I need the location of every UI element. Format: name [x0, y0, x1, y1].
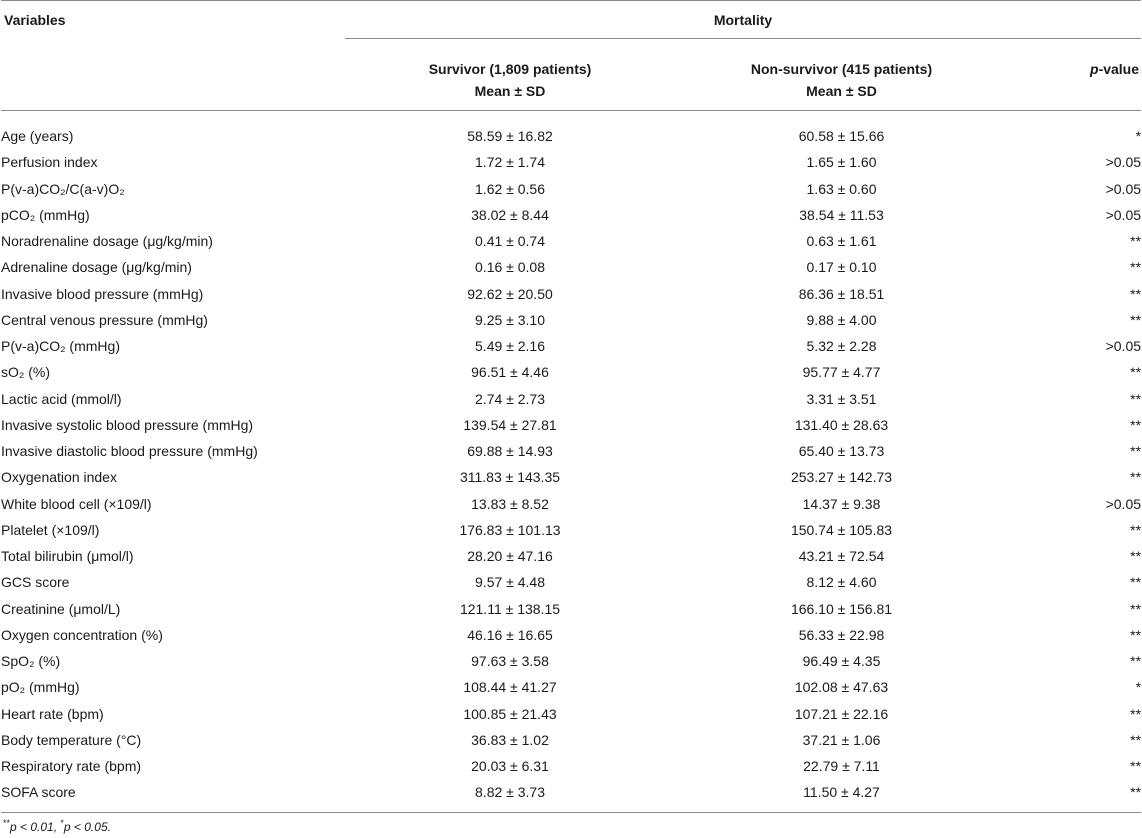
table-row — [1, 648, 1141, 674]
variable-cell: Respiratory rate (bpm) — [1, 758, 142, 775]
table-row — [1, 569, 1141, 595]
variable-cell: Central venous pressure (mmHg) — [1, 311, 208, 328]
nonsurvivor-value-cell: 1.65 ± 1.60 — [806, 154, 877, 171]
pvalue-cell: ** — [1130, 548, 1142, 565]
nonsurvivor-stat-label: Mean ± SD — [675, 81, 1008, 111]
footnote — [3, 818, 111, 834]
table-row — [1, 491, 1141, 517]
survivor-value-cell: 176.83 ± 101.13 — [459, 521, 561, 538]
table-row — [1, 123, 1141, 149]
survivor-value-cell: 5.49 ± 2.16 — [475, 338, 545, 355]
pvalue-cell: ** — [1130, 758, 1142, 775]
pvalue-header: p-value — [1090, 61, 1140, 77]
pvalue-cell: ** — [1130, 259, 1142, 276]
pvalue-header-text: p — [1090, 61, 1099, 77]
variable-cell: Oxygenation index — [1, 469, 117, 486]
nonsurvivor-value-cell: 22.79 ± 7.11 — [803, 758, 880, 775]
table-row — [1, 254, 1141, 280]
survivor-value-cell: 9.25 ± 3.10 — [475, 311, 545, 328]
pvalue-cell: >0.05 — [1105, 495, 1142, 512]
nonsurvivor-value-cell: 166.10 ± 156.81 — [790, 600, 893, 617]
nonsurvivor-value-cell: 95.77 ± 4.77 — [802, 364, 881, 381]
pvalue-cell: ** — [1130, 653, 1142, 670]
pvalue-cell: ** — [1130, 443, 1142, 460]
variable-cell: Invasive systolic blood pressure (mmHg) — [1, 416, 254, 433]
table-row — [1, 412, 1141, 438]
table-row — [1, 464, 1141, 490]
nonsurvivor-value-cell: 96.49 ± 4.35 — [802, 653, 881, 670]
pvalue-cell: ** — [1130, 521, 1142, 538]
nonsurvivor-value-cell: 0.63 ± 1.61 — [806, 233, 877, 250]
variable-cell: pO₂ (mmHg) — [1, 679, 80, 696]
nonsurvivor-value-cell: 3.31 ± 3.51 — [806, 390, 877, 407]
variable-cell: SOFA score — [1, 779, 345, 812]
variable-cell: Lactic acid (mmol/l) — [1, 390, 122, 407]
variable-cell: pCO₂ (mmHg) — [1, 206, 90, 223]
variable-cell: Platelet (×109/l) — [1, 521, 100, 538]
table-row — [1, 596, 1141, 622]
variable-cell: P(v-a)CO₂ (mmHg) — [1, 338, 120, 355]
variable-cell: Invasive diastolic blood pressure (mmHg) — [1, 443, 258, 460]
survivor-value-cell: 1.72 ± 1.74 — [475, 154, 545, 171]
survivor-value-cell: 0.41 ± 0.74 — [475, 233, 545, 250]
nonsurvivor-value-cell: 60.58 ± 15.66 — [798, 128, 885, 145]
pvalue-cell: >0.05 — [1105, 206, 1142, 223]
survivor-value-cell: 121.11 ± 138.15 — [459, 600, 561, 617]
nonsurvivor-value-cell: 150.74 ± 105.83 — [790, 521, 893, 538]
pvalue-cell: ** — [1130, 390, 1142, 407]
pvalue-cell: ** — [1130, 600, 1142, 617]
table-row — [1, 228, 1141, 254]
survivor-value-cell: 139.54 ± 27.81 — [463, 416, 557, 433]
survivor-value-cell: 100.85 ± 21.43 — [463, 705, 557, 722]
survivor-stat-label: Mean ± SD — [345, 81, 675, 111]
nonsurvivor-value-cell: 253.27 ± 142.73 — [790, 469, 893, 486]
table-row — [1, 386, 1141, 412]
spacer-cell — [1008, 81, 1141, 111]
footnote-marker: ** — [3, 818, 11, 828]
spacer-cell — [1, 81, 345, 111]
variable-cell: sO₂ (%) — [1, 364, 50, 381]
survivor-value-cell: 58.59 ± 16.82 — [467, 128, 553, 145]
survivor-value-cell: 92.62 ± 20.50 — [467, 285, 553, 302]
survivor-value-cell: 0.16 ± 0.08 — [475, 259, 545, 276]
variables-header: Variables — [1, 1, 345, 39]
survivor-value-cell: 46.16 ± 16.65 — [467, 626, 553, 643]
nonsurvivor-value-cell: 65.40 ± 13.73 — [798, 443, 885, 460]
pvalue-cell: ** — [1130, 626, 1142, 643]
nonsurvivor-value-cell: 11.50 ± 4.27 — [675, 779, 1008, 812]
pvalue-cell: * — [1135, 128, 1142, 145]
nonsurvivor-value-cell: 1.63 ± 0.60 — [806, 180, 877, 197]
variable-cell: White blood cell (×109/l) — [1, 495, 152, 512]
nonsurvivor-value-cell: 0.17 ± 0.10 — [806, 259, 877, 276]
pvalue-cell: ** — [1130, 705, 1142, 722]
survivor-value-cell: 97.63 ± 3.58 — [471, 653, 549, 670]
nonsurvivor-value-cell: 56.33 ± 22.98 — [798, 626, 885, 643]
variable-cell: Noradrenaline dosage (μg/kg/min) — [1, 233, 213, 250]
nonsurvivor-value-cell: 37.21 ± 1.06 — [802, 731, 881, 748]
survivor-value-cell: 69.88 ± 14.93 — [467, 443, 553, 460]
table-row — [1, 333, 1141, 359]
table-row — [1, 727, 1141, 753]
table-row — [1, 202, 1141, 228]
table-row — [1, 779, 1141, 812]
variable-cell: Perfusion index — [1, 154, 98, 171]
pvalue-cell: ** — [1130, 364, 1142, 381]
survivor-value-cell: 36.83 ± 1.02 — [471, 731, 549, 748]
footnote-text: p < 0.05. — [63, 820, 111, 834]
mortality-table — [1, 0, 1141, 813]
nonsurvivor-value-cell: 14.37 ± 9.38 — [802, 495, 881, 512]
pvalue-cell: >0.05 — [1105, 338, 1142, 355]
pvalue-cell: ** — [1130, 285, 1142, 302]
table-row — [1, 701, 1141, 727]
nonsurvivor-value-cell: 8.12 ± 4.60 — [806, 574, 877, 591]
variable-cell: GCS score — [1, 574, 70, 591]
table-header — [1, 1, 1141, 111]
table-row — [1, 517, 1141, 543]
pvalue-cell: ** — [1130, 731, 1142, 748]
table-row — [1, 622, 1141, 648]
nonsurvivor-value-cell: 131.40 ± 28.63 — [794, 416, 889, 433]
survivor-value-cell: 108.44 ± 41.27 — [463, 679, 557, 696]
spacer-cell — [1, 39, 345, 82]
nonsurvivor-value-cell: 38.54 ± 11.53 — [799, 206, 884, 223]
variable-cell: Invasive blood pressure (mmHg) — [1, 285, 204, 302]
pvalue-cell: ** — [1130, 416, 1142, 433]
survivor-value-cell: 8.82 ± 3.73 — [345, 779, 675, 812]
variable-cell: Total bilirubin (μmol/l) — [1, 548, 134, 565]
table-row — [1, 753, 1141, 779]
variable-cell: Heart rate (bpm) — [1, 705, 104, 722]
variable-cell: Adrenaline dosage (μg/kg/min) — [1, 259, 192, 276]
pvalue-cell: ** — [1130, 469, 1142, 486]
pvalue-cell: ** — [1008, 779, 1141, 812]
nonsurvivor-value-cell: 107.21 ± 22.16 — [794, 705, 889, 722]
footnote-marker: * — [60, 818, 64, 828]
nonsurvivor-value-cell: 102.08 ± 47.63 — [794, 679, 889, 696]
nonsurvivor-value-cell: 43.21 ± 72.54 — [798, 548, 885, 565]
table-row — [1, 674, 1141, 700]
survivor-value-cell: 9.57 ± 4.48 — [475, 574, 545, 591]
mortality-header: Mortality — [345, 1, 1141, 39]
table-row — [1, 176, 1141, 202]
nonsurvivor-value-cell: 5.32 ± 2.28 — [806, 338, 877, 355]
variable-cell: SpO₂ (%) — [1, 653, 61, 670]
table-row — [1, 438, 1141, 464]
nonsurvivor-group-header: Non-survivor (415 patients) — [750, 61, 933, 77]
variable-cell: P(v-a)CO₂/C(a-v)O₂ — [1, 180, 125, 197]
variable-cell: Oxygen concentration (%) — [1, 626, 163, 643]
pvalue-cell: ** — [1130, 233, 1142, 250]
survivor-value-cell: 2.74 ± 2.73 — [475, 390, 545, 407]
survivor-value-cell: 28.20 ± 47.16 — [467, 548, 553, 565]
footnote-text: p < 0.01, — [10, 820, 61, 834]
variable-cell: Age (years) — [1, 128, 74, 145]
pvalue-cell: ** — [1130, 574, 1142, 591]
nonsurvivor-value-cell: 9.88 ± 4.00 — [806, 311, 877, 328]
table-row — [1, 307, 1141, 333]
table-row — [1, 149, 1141, 175]
survivor-value-cell: 1.62 ± 0.56 — [475, 180, 545, 197]
pvalue-cell: >0.05 — [1105, 180, 1142, 197]
survivor-value-cell: 38.02 ± 8.44 — [471, 206, 549, 223]
table-row — [1, 359, 1141, 385]
table-row — [1, 543, 1141, 569]
survivor-group-header: Survivor (1,809 patients) — [428, 61, 592, 77]
table-body — [1, 111, 1141, 813]
pvalue-cell: >0.05 — [1105, 154, 1142, 171]
survivor-value-cell: 96.51 ± 4.46 — [471, 364, 549, 381]
survivor-value-cell: 20.03 ± 6.31 — [471, 758, 549, 775]
nonsurvivor-value-cell: 86.36 ± 18.51 — [798, 285, 885, 302]
variable-cell: Creatinine (μmol/L) — [1, 600, 121, 617]
survivor-value-cell: 13.83 ± 8.52 — [471, 495, 549, 512]
table-row — [1, 281, 1141, 307]
pvalue-cell: ** — [1130, 311, 1142, 328]
survivor-value-cell: 311.83 ± 143.35 — [459, 469, 561, 486]
pvalue-cell: * — [1135, 679, 1142, 696]
variable-cell: Body temperature (°C) — [1, 731, 142, 748]
